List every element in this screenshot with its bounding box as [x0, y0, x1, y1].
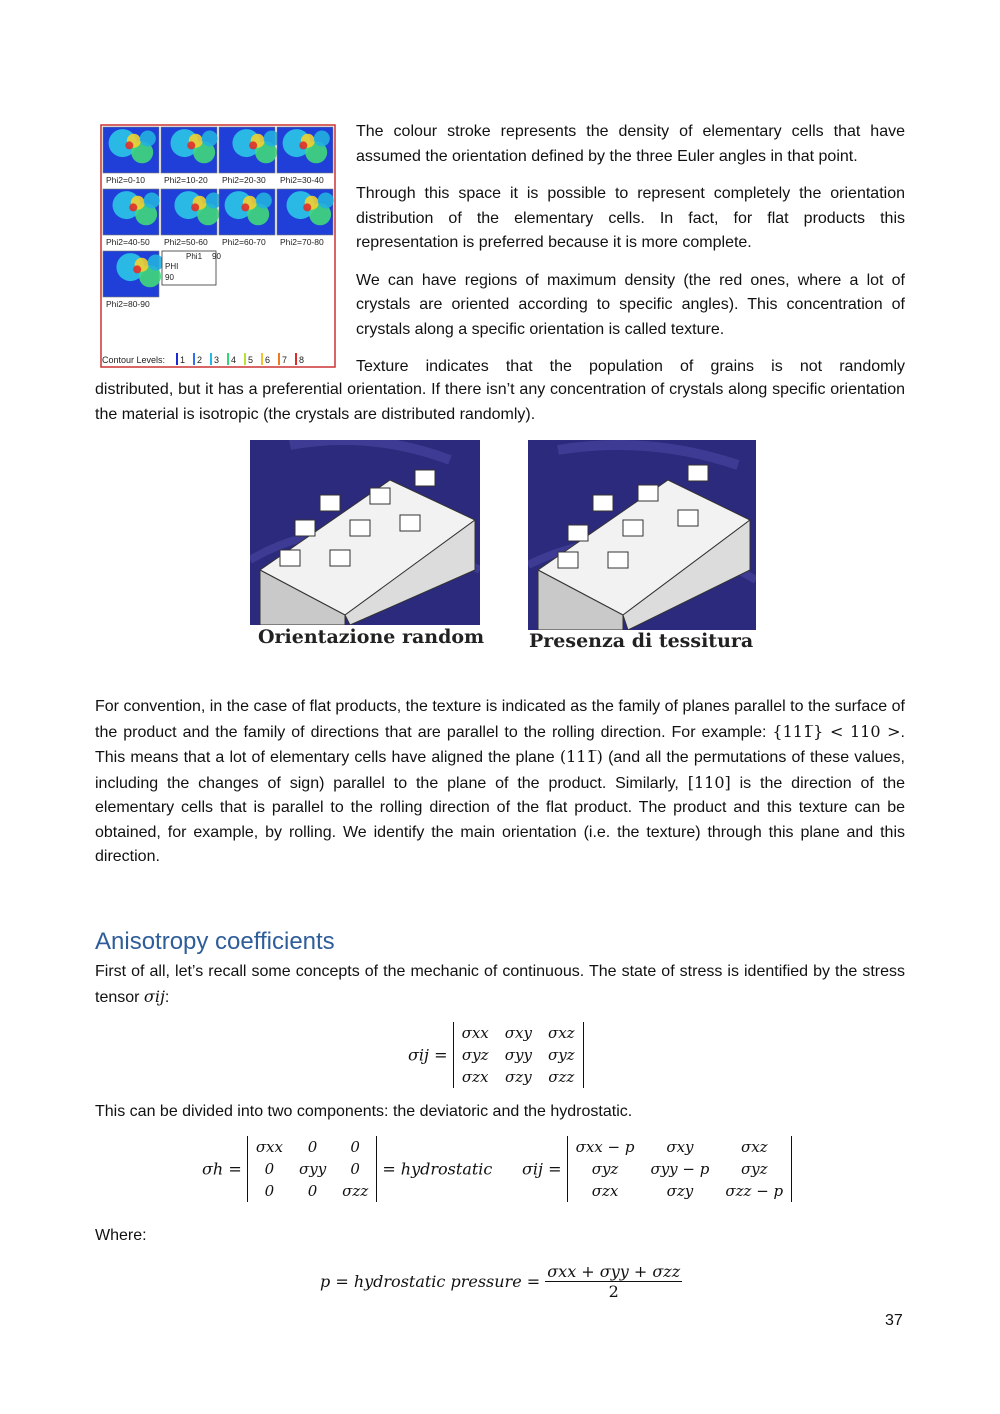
matrix-cell: 0: [307, 1182, 318, 1200]
contour-level-value: 5: [248, 355, 254, 365]
contour-level-value: 2: [197, 355, 203, 365]
matrix-deviatoric: [567, 1136, 793, 1202]
equation-lhs: σh =: [202, 1159, 242, 1179]
matrix-cell: σxy: [666, 1138, 694, 1156]
density-blob: [129, 203, 137, 211]
equation-lhs: σij =: [522, 1159, 562, 1179]
section-label: Phi2=50-60: [164, 237, 208, 247]
paragraph-texture-cont: distributed, but it has a preferential orientation. If there isn’t any concentration of crystals along specific orientation the material is isotropic (the crystals are distributed randomly).: [95, 381, 905, 423]
caption-random: Orientazione random: [258, 626, 485, 648]
text-span: . This means that a lot of elementary cells have aligned the plane: [95, 723, 905, 766]
contour-swatch: [193, 353, 195, 365]
section-label: Phi2=20-30: [222, 175, 266, 185]
matrix-cell: 0: [350, 1160, 360, 1178]
odf-plot: [100, 124, 336, 368]
section-label: Phi2=10-20: [164, 175, 208, 185]
equation-pressure: [320, 1262, 682, 1301]
math-sigma-ij: σij: [143, 986, 165, 1006]
fraction-numerator: σxx + σyy + σzz: [547, 1262, 681, 1281]
paragraph-colour-stroke: The colour stroke represents the density of elementary cells that have assumed the orientation defined by the three Euler angles in that point.: [356, 123, 905, 165]
odf-figure: [100, 124, 336, 368]
text-span: First of all, let’s recall some concepts of the mechanic of continuous. The state of stress is identified by the stress tensor: [95, 963, 905, 1006]
key-phi-label: PHI: [165, 262, 179, 271]
paragraph-max-density: We can have regions of maximum density (the red ones, where a lot of crystals are oriented according to specific angles). This concentration of crystals along a specific orientation is called texture.: [356, 271, 905, 338]
matrix-cell: 0: [264, 1160, 275, 1178]
section-label: Phi2=80-90: [106, 299, 150, 309]
density-blob: [140, 131, 156, 147]
matrix-cell: σxx: [255, 1138, 283, 1156]
equation-deviatoric: [522, 1136, 792, 1202]
fraction-denominator: 2: [608, 1282, 619, 1301]
contour-level-value: 3: [214, 355, 220, 365]
density-blob: [241, 203, 249, 211]
paragraph-convention: [95, 695, 905, 870]
equation-stress-tensor: [408, 1022, 584, 1088]
text-span: is the direction of the elementary cells that is parallel to the rolling direction of the flat product. The product and this texture can be obtained, for example, by rolling. We identify the main orientation (i.e. the texture) through this plane and this direction.: [95, 774, 905, 865]
section-label: Phi2=70-80: [280, 237, 324, 247]
matrix-cell: σzz − p: [725, 1182, 784, 1200]
contour-swatch: [278, 353, 280, 365]
section-label: Phi2=30-40: [280, 175, 324, 185]
matrix-cell: σyz: [740, 1160, 768, 1178]
text-span: (and all the permutations of these values, including the changes of sign) parallel to the plane of the product. Similarly,: [95, 749, 905, 792]
matrix-cell: σxz: [547, 1024, 575, 1042]
text-span: For convention, in the case of flat products, the texture is indicated as the family of planes parallel to the surface of the product and the family of directions that are parallel to the rolling direction. For example:: [95, 698, 905, 741]
paragraph-where: Where:: [95, 1227, 147, 1244]
density-blob: [299, 141, 307, 149]
section-heading: Anisotropy coefficients: [95, 928, 335, 955]
matrix-cell: σxz: [740, 1138, 768, 1156]
contour-swatch: [295, 353, 297, 365]
math-direction: [110]: [687, 772, 731, 792]
density-blob: [318, 193, 334, 209]
equation-lhs: σij =: [408, 1045, 448, 1065]
matrix-cell: 0: [264, 1182, 275, 1200]
density-blob: [202, 131, 218, 147]
matrix-cell: σzz: [342, 1182, 369, 1200]
contour-swatch: [210, 353, 212, 365]
matrix-cell: σzy: [666, 1182, 694, 1200]
matrix-cell: σxx: [461, 1024, 489, 1042]
matrix-stress: [453, 1022, 584, 1088]
contour-level-value: 8: [299, 355, 305, 365]
matrix-cell: σyz: [461, 1046, 489, 1064]
math-plane: (111̅): [559, 747, 603, 766]
page-number: 37: [885, 1312, 903, 1329]
photo-random-orientation: [250, 440, 480, 625]
density-blob: [256, 193, 272, 209]
density-blob: [303, 203, 311, 211]
caption-texture: Presenza di tessitura: [529, 630, 754, 652]
key-phi-value: 90: [165, 273, 174, 282]
matrix-cell: σyy: [298, 1160, 327, 1178]
matrix-cell: 0: [307, 1138, 318, 1156]
paragraph-stress-intro: [95, 960, 905, 1010]
contour-level-value: 4: [231, 355, 237, 365]
contour-swatch: [176, 353, 178, 365]
key-phi1-value: 90: [212, 252, 221, 261]
math-texture-notation: {111̅} < 110 >: [772, 721, 901, 741]
contour-levels-label: Contour Levels:: [102, 355, 166, 365]
matrix-cell: σzz: [548, 1068, 575, 1086]
matrix-cell: σyy: [504, 1046, 532, 1064]
contour-swatch: [227, 353, 229, 365]
paragraph-orientation-space: Through this space it is possible to represent completely the orientation distribution of the elementary cells. In fact, for flat products this representation is preferred because it is more complete.: [356, 185, 905, 251]
density-blob: [191, 203, 199, 211]
text-span: :: [164, 988, 170, 1006]
matrix-hydrostatic: [247, 1136, 377, 1202]
contour-level-value: 1: [180, 355, 186, 365]
density-blob: [187, 141, 195, 149]
matrix-cell: σxx − p: [575, 1138, 635, 1156]
right-column: [356, 120, 905, 393]
contour-level-value: 7: [282, 355, 288, 365]
matrix-cell: σxy: [504, 1024, 532, 1042]
density-blob: [144, 193, 160, 209]
section-label: Phi2=0-10: [106, 175, 145, 185]
fraction: [545, 1262, 682, 1301]
matrix-cell: σzy: [505, 1068, 532, 1086]
key-phi1-label: Phi1: [186, 252, 203, 261]
matrix-cell: σyz: [547, 1046, 575, 1064]
contour-level-value: 6: [265, 355, 271, 365]
density-blob: [133, 265, 141, 273]
density-blob: [249, 141, 257, 149]
contour-swatch: [261, 353, 263, 365]
matrix-cell: σyy − p: [650, 1160, 710, 1178]
paragraph-components: This can be divided into two components: the deviatoric and the hydrostatic.: [95, 1103, 633, 1120]
equation-lhs: p = hydrostatic pressure =: [320, 1272, 541, 1291]
matrix-cell: σyz: [591, 1160, 619, 1178]
section-label: Phi2=40-50: [106, 237, 150, 247]
matrix-cell: 0: [350, 1138, 360, 1156]
equation-rhs: = hydrostatic: [382, 1159, 493, 1179]
density-blob: [314, 131, 330, 147]
density-blob: [148, 255, 164, 271]
photo-texture: [528, 440, 756, 630]
paragraph-texture-start: Texture indicates that the population of grains is not randomly: [356, 358, 905, 375]
contour-swatch: [244, 353, 246, 365]
density-blob: [125, 141, 133, 149]
section-label: Phi2=60-70: [222, 237, 266, 247]
matrix-cell: σzx: [461, 1068, 489, 1086]
equation-hydrostatic: [202, 1136, 492, 1202]
matrix-cell: σzx: [591, 1182, 619, 1200]
